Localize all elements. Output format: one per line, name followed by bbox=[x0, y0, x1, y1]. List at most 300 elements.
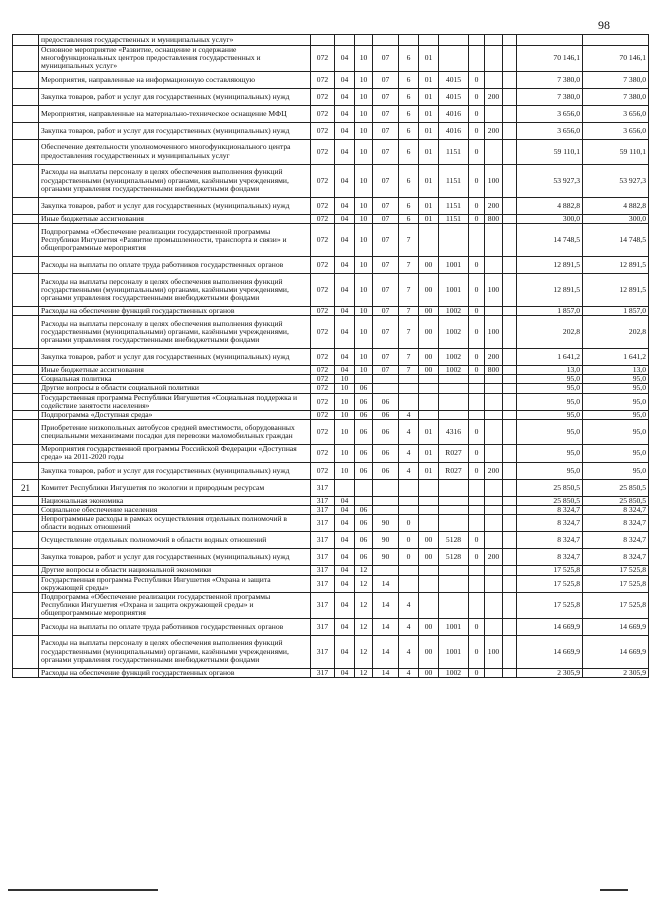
code-cell: 0 bbox=[469, 445, 485, 462]
table-row bbox=[13, 316, 649, 349]
code-cell: 0 bbox=[469, 549, 485, 566]
code-cell: 04 bbox=[335, 223, 355, 256]
amount-cell: 12 891,5 bbox=[583, 273, 649, 306]
code-cell bbox=[503, 197, 517, 214]
code-cell: 10 bbox=[335, 462, 355, 479]
code-cell bbox=[485, 618, 503, 635]
code-cell bbox=[439, 593, 469, 619]
code-cell: 0 bbox=[469, 462, 485, 479]
code-cell: 5128 bbox=[439, 549, 469, 566]
code-cell: 12 bbox=[355, 593, 373, 619]
row-number-cell bbox=[13, 122, 39, 139]
code-cell: 7 bbox=[399, 349, 419, 366]
code-cell: 10 bbox=[335, 420, 355, 445]
code-cell: 01 bbox=[419, 139, 439, 164]
code-cell bbox=[439, 566, 469, 575]
row-number-cell bbox=[13, 566, 39, 575]
code-cell: 072 bbox=[311, 393, 335, 410]
code-cell: 0 bbox=[469, 316, 485, 349]
amount-cell: 17 525,8 bbox=[517, 593, 583, 619]
amount-cell: 13,0 bbox=[517, 366, 583, 375]
code-cell: 06 bbox=[373, 393, 399, 410]
code-cell: 07 bbox=[373, 214, 399, 223]
item-name-cell: Основное мероприятие «Развитие, оснащение и содержание многофункциональных центров предоставления государственных и муниципальных услуг» bbox=[39, 46, 311, 72]
code-cell: 1001 bbox=[439, 635, 469, 668]
code-cell: 072 bbox=[311, 349, 335, 366]
code-cell: 0 bbox=[469, 256, 485, 273]
code-cell: 01 bbox=[419, 105, 439, 122]
code-cell bbox=[439, 411, 469, 420]
code-cell: 10 bbox=[355, 139, 373, 164]
code-cell: 317 bbox=[311, 515, 335, 532]
code-cell: 07 bbox=[373, 316, 399, 349]
amount-cell: 25 850,5 bbox=[583, 479, 649, 496]
row-number-cell bbox=[13, 366, 39, 375]
code-cell: 0 bbox=[469, 164, 485, 197]
amount-cell: 95,0 bbox=[583, 445, 649, 462]
code-cell: 6 bbox=[399, 71, 419, 88]
code-cell: 04 bbox=[335, 105, 355, 122]
code-cell: 10 bbox=[355, 88, 373, 105]
code-cell: 0 bbox=[469, 668, 485, 677]
code-cell: 07 bbox=[373, 122, 399, 139]
item-name-cell: Закупка товаров, работ и услуг для государственных (муниципальных) нужд bbox=[39, 349, 311, 366]
table-row bbox=[13, 273, 649, 306]
code-cell: 10 bbox=[335, 445, 355, 462]
code-cell bbox=[419, 593, 439, 619]
code-cell bbox=[469, 479, 485, 496]
item-name-cell: предоставления государственных и муниципальных услуг» bbox=[39, 35, 311, 46]
code-cell bbox=[373, 496, 399, 505]
code-cell: 7 bbox=[399, 316, 419, 349]
code-cell bbox=[485, 393, 503, 410]
bottom-rule bbox=[600, 889, 628, 891]
code-cell: 0 bbox=[399, 515, 419, 532]
code-cell: 04 bbox=[335, 197, 355, 214]
amount-cell: 95,0 bbox=[583, 393, 649, 410]
code-cell: 07 bbox=[373, 349, 399, 366]
code-cell: 072 bbox=[311, 445, 335, 462]
amount-cell: 95,0 bbox=[517, 462, 583, 479]
code-cell: 07 bbox=[373, 164, 399, 197]
code-cell: 90 bbox=[373, 532, 399, 549]
row-number-cell bbox=[13, 445, 39, 462]
amount-cell: 8 324,7 bbox=[583, 505, 649, 514]
table-row bbox=[13, 214, 649, 223]
code-cell bbox=[469, 375, 485, 384]
code-cell bbox=[373, 566, 399, 575]
amount-cell: 8 324,7 bbox=[517, 532, 583, 549]
code-cell: 04 bbox=[335, 496, 355, 505]
code-cell: 01 bbox=[419, 71, 439, 88]
row-number-cell bbox=[13, 411, 39, 420]
item-name-cell: Иные бюджетные ассигнования bbox=[39, 214, 311, 223]
code-cell bbox=[503, 411, 517, 420]
code-cell bbox=[469, 505, 485, 514]
code-cell: 072 bbox=[311, 105, 335, 122]
code-cell: 0 bbox=[469, 618, 485, 635]
code-cell bbox=[373, 384, 399, 393]
code-cell: 4 bbox=[399, 618, 419, 635]
row-number-cell bbox=[13, 593, 39, 619]
item-name-cell: Мероприятия, направленные на информационную составляющую bbox=[39, 71, 311, 88]
code-cell: R027 bbox=[439, 462, 469, 479]
code-cell: 6 bbox=[399, 88, 419, 105]
code-cell: 1001 bbox=[439, 618, 469, 635]
code-cell bbox=[503, 515, 517, 532]
table-row bbox=[13, 393, 649, 410]
code-cell: 1151 bbox=[439, 164, 469, 197]
code-cell: 072 bbox=[311, 256, 335, 273]
item-name-cell: Мероприятия государственной программы Российской Федерации «Доступная среда» на 2011-2020 годы bbox=[39, 445, 311, 462]
code-cell bbox=[373, 35, 399, 46]
amount-cell: 17 525,8 bbox=[517, 566, 583, 575]
code-cell: 200 bbox=[485, 122, 503, 139]
code-cell bbox=[419, 375, 439, 384]
code-cell: 06 bbox=[355, 420, 373, 445]
code-cell bbox=[399, 375, 419, 384]
item-name-cell: Закупка товаров, работ и услуг для государственных (муниципальных) нужд bbox=[39, 122, 311, 139]
code-cell: 7 bbox=[399, 223, 419, 256]
code-cell: 072 bbox=[311, 71, 335, 88]
row-number-cell bbox=[13, 393, 39, 410]
code-cell: 072 bbox=[311, 223, 335, 256]
code-cell bbox=[439, 35, 469, 46]
code-cell: 200 bbox=[485, 88, 503, 105]
code-cell bbox=[503, 349, 517, 366]
table-row bbox=[13, 532, 649, 549]
code-cell: 0 bbox=[469, 214, 485, 223]
amount-cell: 1 641,2 bbox=[517, 349, 583, 366]
row-number-cell bbox=[13, 164, 39, 197]
amount-cell: 12 891,5 bbox=[583, 256, 649, 273]
amount-cell: 8 324,7 bbox=[517, 515, 583, 532]
code-cell bbox=[335, 479, 355, 496]
code-cell bbox=[399, 566, 419, 575]
amount-cell: 25 850,5 bbox=[517, 479, 583, 496]
code-cell: 04 bbox=[335, 256, 355, 273]
code-cell: 04 bbox=[335, 593, 355, 619]
code-cell bbox=[439, 375, 469, 384]
code-cell bbox=[485, 496, 503, 505]
code-cell: 04 bbox=[335, 668, 355, 677]
row-number-cell bbox=[13, 35, 39, 46]
code-cell: 7 bbox=[399, 273, 419, 306]
code-cell: 7 bbox=[399, 256, 419, 273]
table-row bbox=[13, 411, 649, 420]
item-name-cell: Национальная экономика bbox=[39, 496, 311, 505]
code-cell: 072 bbox=[311, 88, 335, 105]
code-cell: 317 bbox=[311, 505, 335, 514]
code-cell bbox=[503, 46, 517, 72]
code-cell: 14 bbox=[373, 668, 399, 677]
budget-table bbox=[12, 34, 649, 678]
code-cell bbox=[503, 532, 517, 549]
code-cell bbox=[485, 46, 503, 72]
code-cell bbox=[485, 384, 503, 393]
code-cell: 07 bbox=[373, 71, 399, 88]
code-cell bbox=[439, 384, 469, 393]
code-cell: 800 bbox=[485, 366, 503, 375]
item-name-cell: Иные бюджетные ассигнования bbox=[39, 366, 311, 375]
item-name-cell: Закупка товаров, работ и услуг для государственных (муниципальных) нужд bbox=[39, 197, 311, 214]
code-cell: 1002 bbox=[439, 366, 469, 375]
code-cell: 1002 bbox=[439, 306, 469, 315]
table-row bbox=[13, 164, 649, 197]
code-cell: 00 bbox=[419, 668, 439, 677]
code-cell: 01 bbox=[419, 46, 439, 72]
code-cell bbox=[439, 393, 469, 410]
row-number-cell bbox=[13, 214, 39, 223]
code-cell bbox=[485, 306, 503, 315]
row-number-cell bbox=[13, 139, 39, 164]
row-number-cell bbox=[13, 88, 39, 105]
code-cell: 317 bbox=[311, 532, 335, 549]
code-cell: 200 bbox=[485, 349, 503, 366]
code-cell bbox=[399, 479, 419, 496]
amount-cell: 8 324,7 bbox=[583, 532, 649, 549]
code-cell bbox=[419, 384, 439, 393]
code-cell: 00 bbox=[419, 549, 439, 566]
row-number-cell bbox=[13, 105, 39, 122]
amount-cell: 8 324,7 bbox=[583, 549, 649, 566]
code-cell: 00 bbox=[419, 366, 439, 375]
code-cell: 90 bbox=[373, 515, 399, 532]
amount-cell: 14 748,5 bbox=[517, 223, 583, 256]
code-cell bbox=[503, 164, 517, 197]
amount-cell: 8 324,7 bbox=[517, 549, 583, 566]
code-cell: 10 bbox=[335, 393, 355, 410]
code-cell: 0 bbox=[469, 139, 485, 164]
code-cell: 10 bbox=[355, 105, 373, 122]
amount-cell: 2 305,9 bbox=[583, 668, 649, 677]
amount-cell: 1 857,0 bbox=[583, 306, 649, 315]
code-cell: 06 bbox=[355, 411, 373, 420]
code-cell: 4015 bbox=[439, 88, 469, 105]
code-cell bbox=[439, 505, 469, 514]
item-name-cell: Мероприятия, направленные на материально-техническое оснащение МФЦ bbox=[39, 105, 311, 122]
code-cell bbox=[399, 505, 419, 514]
item-name-cell: Закупка товаров, работ и услуг для государственных (муниципальных) нужд bbox=[39, 549, 311, 566]
code-cell: 6 bbox=[399, 214, 419, 223]
code-cell: 06 bbox=[373, 420, 399, 445]
code-cell bbox=[503, 139, 517, 164]
code-cell bbox=[503, 375, 517, 384]
code-cell: 6 bbox=[399, 164, 419, 197]
amount-cell: 3 656,0 bbox=[583, 105, 649, 122]
code-cell bbox=[503, 122, 517, 139]
item-name-cell: Комитет Республики Ингушетия по экологии и природным ресурсам bbox=[39, 479, 311, 496]
code-cell: 317 bbox=[311, 479, 335, 496]
code-cell: 072 bbox=[311, 316, 335, 349]
code-cell: 00 bbox=[419, 618, 439, 635]
amount-cell: 59 110,1 bbox=[517, 139, 583, 164]
code-cell bbox=[503, 549, 517, 566]
code-cell: 14 bbox=[373, 575, 399, 592]
code-cell bbox=[311, 35, 335, 46]
item-name-cell: Непрограммные расходы в рамках осуществления отдельных полномочий в области водных отношений bbox=[39, 515, 311, 532]
code-cell bbox=[419, 515, 439, 532]
code-cell: 01 bbox=[419, 445, 439, 462]
code-cell: 10 bbox=[355, 349, 373, 366]
code-cell bbox=[503, 35, 517, 46]
code-cell: 01 bbox=[419, 214, 439, 223]
row-number-cell bbox=[13, 496, 39, 505]
item-name-cell: Подпрограмма «Обеспечение реализации государственной программы Республики Ингушетия «Развитие промышленности, транспорта и связи» и общепрограммные мероприятия bbox=[39, 223, 311, 256]
code-cell: 317 bbox=[311, 668, 335, 677]
table-row bbox=[13, 88, 649, 105]
code-cell: 00 bbox=[419, 532, 439, 549]
code-cell: 072 bbox=[311, 306, 335, 315]
code-cell bbox=[485, 375, 503, 384]
code-cell: 04 bbox=[335, 366, 355, 375]
amount-cell: 70 146,1 bbox=[583, 46, 649, 72]
item-name-cell: Другие вопросы в области национальной экономики bbox=[39, 566, 311, 575]
code-cell: 07 bbox=[373, 223, 399, 256]
code-cell: 1001 bbox=[439, 256, 469, 273]
amount-cell: 3 656,0 bbox=[517, 105, 583, 122]
code-cell bbox=[503, 575, 517, 592]
amount-cell: 25 850,5 bbox=[517, 496, 583, 505]
code-cell: 06 bbox=[355, 462, 373, 479]
amount-cell: 14 748,5 bbox=[583, 223, 649, 256]
code-cell: 317 bbox=[311, 566, 335, 575]
code-cell bbox=[503, 306, 517, 315]
code-cell: 1002 bbox=[439, 349, 469, 366]
code-cell: 6 bbox=[399, 197, 419, 214]
amount-cell: 14 669,9 bbox=[583, 618, 649, 635]
code-cell: 00 bbox=[419, 316, 439, 349]
code-cell bbox=[399, 384, 419, 393]
code-cell: 01 bbox=[419, 197, 439, 214]
code-cell: 0 bbox=[469, 197, 485, 214]
amount-cell: 3 656,0 bbox=[583, 122, 649, 139]
amount-cell: 95,0 bbox=[517, 393, 583, 410]
code-cell: 04 bbox=[335, 532, 355, 549]
code-cell: 4 bbox=[399, 445, 419, 462]
code-cell: 04 bbox=[335, 618, 355, 635]
amount-cell: 95,0 bbox=[583, 420, 649, 445]
item-name-cell: Подпрограмма «Доступная среда» bbox=[39, 411, 311, 420]
amount-cell: 59 110,1 bbox=[583, 139, 649, 164]
code-cell bbox=[355, 479, 373, 496]
code-cell: 072 bbox=[311, 411, 335, 420]
code-cell: 12 bbox=[355, 566, 373, 575]
table-row bbox=[13, 35, 649, 46]
amount-cell: 12 891,5 bbox=[517, 273, 583, 306]
code-cell: 317 bbox=[311, 618, 335, 635]
code-cell bbox=[419, 479, 439, 496]
code-cell: 200 bbox=[485, 462, 503, 479]
amount-cell: 14 669,9 bbox=[517, 635, 583, 668]
code-cell: 07 bbox=[373, 88, 399, 105]
row-number-cell bbox=[13, 420, 39, 445]
code-cell: 10 bbox=[355, 164, 373, 197]
code-cell: 317 bbox=[311, 635, 335, 668]
code-cell: 04 bbox=[335, 316, 355, 349]
code-cell: 4016 bbox=[439, 105, 469, 122]
code-cell: 317 bbox=[311, 496, 335, 505]
code-cell bbox=[503, 316, 517, 349]
code-cell: 07 bbox=[373, 306, 399, 315]
code-cell bbox=[399, 393, 419, 410]
code-cell: 6 bbox=[399, 105, 419, 122]
code-cell: 01 bbox=[419, 164, 439, 197]
code-cell bbox=[419, 393, 439, 410]
code-cell bbox=[419, 575, 439, 592]
table-row bbox=[13, 668, 649, 677]
row-number-cell bbox=[13, 197, 39, 214]
amount-cell: 7 380,0 bbox=[583, 88, 649, 105]
code-cell: 00 bbox=[419, 256, 439, 273]
amount-cell: 95,0 bbox=[583, 411, 649, 420]
item-name-cell: Подпрограмма «Обеспечение реализации государственной программы Республики Ингушетия «Охрана и защита окружающей среды» и общепрограммные мероприятия bbox=[39, 593, 311, 619]
code-cell: 04 bbox=[335, 515, 355, 532]
amount-cell: 300,0 bbox=[583, 214, 649, 223]
code-cell: 04 bbox=[335, 505, 355, 514]
item-name-cell: Социальное обеспечение населения bbox=[39, 505, 311, 514]
code-cell: 10 bbox=[355, 366, 373, 375]
row-number-cell bbox=[13, 306, 39, 315]
code-cell: 0 bbox=[469, 88, 485, 105]
code-cell bbox=[485, 223, 503, 256]
item-name-cell: Другие вопросы в области социальной политики bbox=[39, 384, 311, 393]
code-cell bbox=[485, 575, 503, 592]
code-cell bbox=[485, 105, 503, 122]
code-cell: 0 bbox=[469, 273, 485, 306]
item-name-cell: Приобретение низкопольных автобусов средней вместимости, оборудованных специальными механизмами посадки для перевозки маломобильных граждан bbox=[39, 420, 311, 445]
code-cell: 7 bbox=[399, 366, 419, 375]
item-name-cell: Государственная программа Республики Ингушетия «Охрана и защита окружающей среды» bbox=[39, 575, 311, 592]
code-cell: 1001 bbox=[439, 273, 469, 306]
row-number-cell bbox=[13, 532, 39, 549]
code-cell: 10 bbox=[355, 316, 373, 349]
amount-cell: 53 927,3 bbox=[583, 164, 649, 197]
code-cell: 072 bbox=[311, 273, 335, 306]
code-cell: 06 bbox=[355, 384, 373, 393]
code-cell bbox=[439, 515, 469, 532]
code-cell bbox=[485, 445, 503, 462]
code-cell: 04 bbox=[335, 139, 355, 164]
code-cell bbox=[419, 35, 439, 46]
code-cell: 0 bbox=[469, 122, 485, 139]
code-cell bbox=[503, 393, 517, 410]
code-cell bbox=[503, 505, 517, 514]
table-row bbox=[13, 306, 649, 315]
code-cell: 04 bbox=[335, 273, 355, 306]
code-cell: 04 bbox=[335, 122, 355, 139]
table-row bbox=[13, 197, 649, 214]
table-row bbox=[13, 384, 649, 393]
code-cell: 0 bbox=[469, 306, 485, 315]
page-number: 98 bbox=[598, 18, 610, 32]
code-cell bbox=[399, 496, 419, 505]
code-cell: 04 bbox=[335, 566, 355, 575]
code-cell: 06 bbox=[373, 411, 399, 420]
code-cell: 0 bbox=[469, 635, 485, 668]
code-cell: 07 bbox=[373, 105, 399, 122]
amount-cell: 2 305,9 bbox=[517, 668, 583, 677]
code-cell bbox=[503, 635, 517, 668]
amount-cell: 7 380,0 bbox=[517, 88, 583, 105]
code-cell: 072 bbox=[311, 197, 335, 214]
table-row bbox=[13, 462, 649, 479]
code-cell: 072 bbox=[311, 122, 335, 139]
amount-cell: 17 525,8 bbox=[583, 593, 649, 619]
table-row bbox=[13, 46, 649, 72]
row-number-cell bbox=[13, 618, 39, 635]
code-cell bbox=[373, 505, 399, 514]
